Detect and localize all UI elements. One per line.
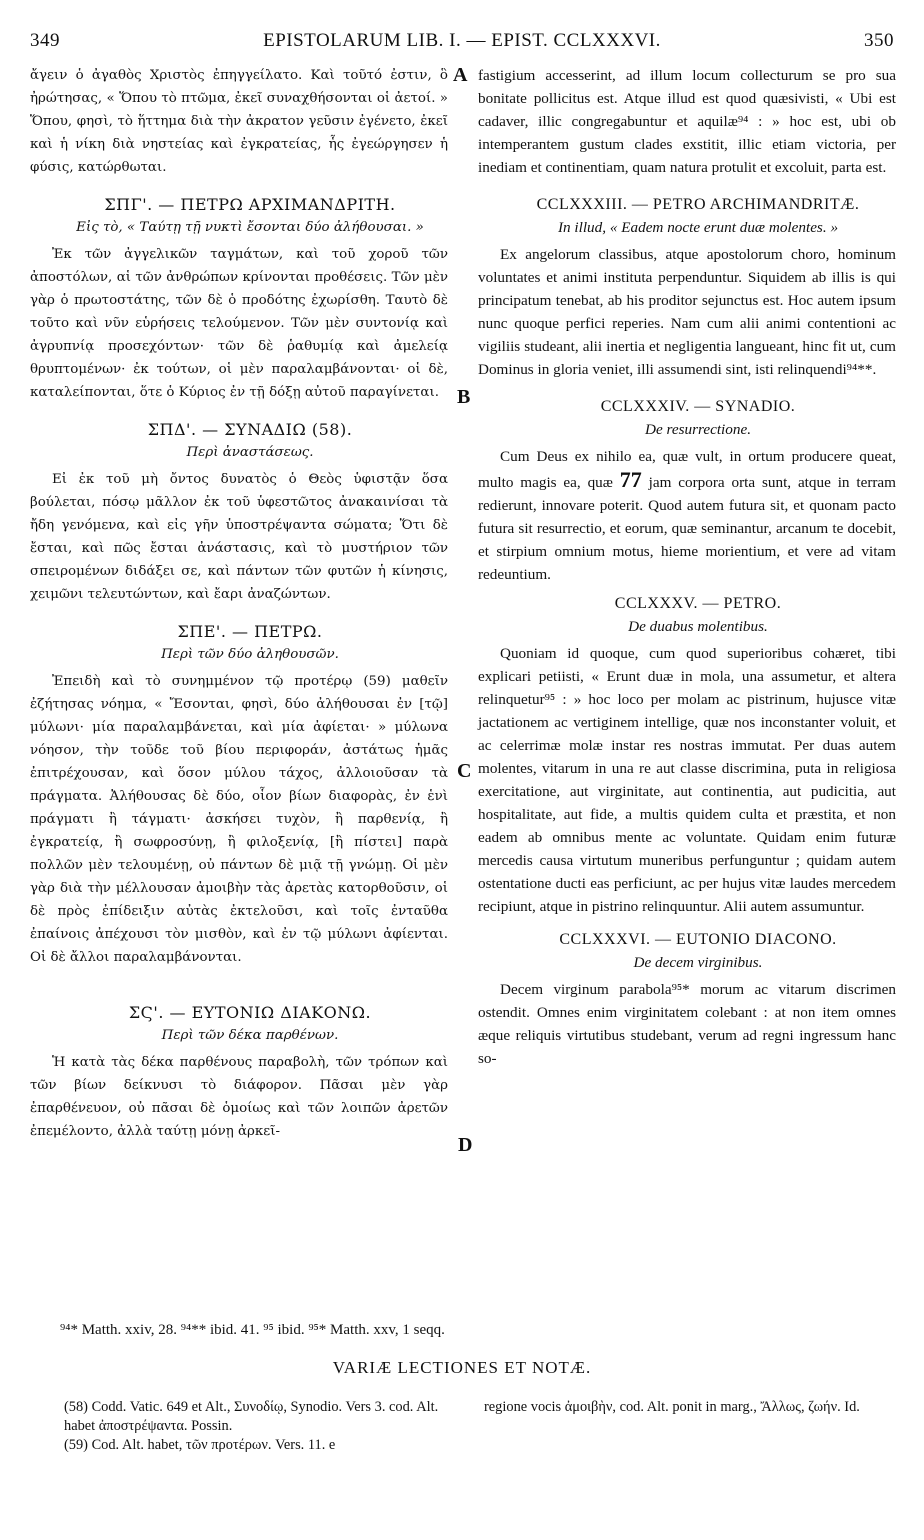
latin-letter-286-subtitle: De decem virginibus.: [633, 954, 763, 971]
running-title: EPISTOLARUM LIB. I. — EPIST. CCLXXXVI.: [263, 30, 661, 51]
greek-column: [30, 64, 448, 1143]
greek-letter-283-title: ΣΠΓ'. — ΠΕΤΡΩ ΑΡΧΙΜΑΝΔΡΙΤΗ.: [104, 195, 396, 214]
latin-letter-284-body-b: jam corpora orta sunt, atque in terram redierunt, innovare poterit. Quod autem futura sit, et quonam pacto futura sit resurrectio, et eorum, quæ seminantur, arcanum te docebit, et stirpium omnium motus, hieme morientium, et vere ad vitam redeuntium.: [478, 474, 896, 583]
notes-left-column: [64, 1398, 462, 1455]
greek-letter-284-subtitle: Περὶ ἀναστάσεως.: [186, 445, 314, 460]
running-head: [30, 30, 894, 60]
greek-letter-285-title: ΣΠΕ'. — ΠΕΤΡΩ.: [177, 622, 323, 641]
latin-letter-284-body-a: Cum Deus ex nihilo ea, quæ vult, in ortum producere queat, multo magis ea, quæ: [478, 448, 896, 491]
greek-intro-continuation: ἄγειν ὁ ἀγαθὸς Χριστὸς ἐπηγγείλατο. Καὶ τοῦτό ἐστιν, ὃ ἠρώτησας, « Ὅπου τὸ πτῶμα, ἐκεῖ συναχθήσονται οἱ ἀετοί. » Ὅπου, φησὶ, τὸ ἥττημα διὰ τὴν ἀκρατον γεῦσιν ἐγένετο, ἐκεῖ καὶ ἡ νίκη διὰ νηστείας καὶ ἐγκρατείας, ἧς ἐγεώργησεν ἡ φύσις, κατώρθωται.: [30, 68, 448, 175]
notes-heading: VARIÆ LECTIONES ET NOTÆ.: [332, 1358, 592, 1377]
greek-letter-284-title: ΣΠΔ'. — ΣΥΝΑΔΙΩ (58).: [147, 420, 353, 439]
greek-letter-283-body: Ἐκ τῶν ἀγγελικῶν ταγμάτων, καὶ τοῦ χοροῦ τῶν ἀποστόλων, αἱ τῶν ἀνθρώπων κρίνονται προθέσεις. Τῶν μὲν γὰρ ὁ πρωτοστάτης, τῶν δὲ ὁ προδότης ἐχωρίσθη. Ταυτὸ δὲ τοῦτο καὶ νῦν εὑρήσεις τελούμενον. Τῶν μὲν συντονίᾳ καὶ ἀγρυπνίᾳ προσεχόντων· τῶν δὲ ῥαθυμίᾳ καὶ ἀμελείᾳ θρυπτομένων· ἐκ τούτων, οἱ μὲν παραλαμβάνονται· οἱ δὲ, καταλείπονται, ὅτε ὁ Κύριος ἐν τῇ δόξῃ αὐτοῦ παραγίνεται.: [30, 247, 448, 400]
latin-letter-283-title: CCLXXXIII. — PETRO ARCHIMANDRITÆ.: [536, 196, 860, 213]
greek-letter-285-subtitle: Περὶ τῶν δύο ἀληθουσῶν.: [161, 647, 339, 662]
latin-column: [478, 64, 896, 1070]
column-number: 77: [619, 467, 642, 492]
latin-letter-285-title: CCLXXXV. — PETRO.: [614, 595, 782, 612]
margin-letter-b: B: [457, 386, 471, 408]
note-59: (59) Cod. Alt. habet, τῶν προτέρων. Vers. 11. e: [64, 1437, 336, 1453]
greek-letter-283-subtitle: Εἰς τὸ, « Ταύτῃ τῇ νυκτὶ ἔσονται δύο ἀλήθουσαι. »: [76, 220, 424, 235]
greek-letter-286-subtitle: Περὶ τῶν δέκα παρθένων.: [161, 1028, 339, 1043]
latin-letter-283-body: Ex angelorum classibus, atque apostolorum choro, hominum voluntates et animi instituta perpenduntur. Siquidem ab illis is qui principatum tenebat, ab his proditor sejunctus est. Hoc autem ipsum nunc quoque perfici reperies. Nam cum alii animi contentioni ac vigiliis studeant, alii inertia et negligentia langueant, hinc fit ut, cum Dominus in gloria veniet, illi assumendi sint, isti relinquendi⁹⁴**.: [478, 246, 896, 378]
greek-letter-286-body: Ἡ κατὰ τὰς δέκα παρθένους παραβολὴ, τῶν τρόπων καὶ τῶν βίων δείκνυσι τὸ διάφορον. Πᾶσαι μὲν γὰρ ἐπαρθένευον, οὐ πᾶσαι δὲ ὁμοίως καὶ τῶν λοιπῶν ἀρετῶν ἐπεμέλοντο, ἀλλὰ ταύτῃ μόνῃ ἀρκεῖ-: [30, 1055, 448, 1139]
latin-intro-continuation: fastigium accesserint, ad illum locum collecturum se pro sua bonitate pollicitus est. Atque illud est quod quæsivisti, « Ubi est cadaver, illic congregabuntur et aquilæ⁹⁴ : » hoc est, ubi ob intemperantem gustum clades exstitit, illic etiam victoria, per inediam et continentiam, quam natura protulit et excoluit, parta est.: [478, 67, 896, 176]
latin-letter-285-subtitle: De duabus molentibus.: [628, 618, 768, 635]
greek-letter-284-body: Εἰ ἐκ τοῦ μὴ ὄντος δυνατὸς ὁ Θεὸς ὑφιστᾷν ὅσα βούλεται, πόσῳ μᾶλλον ἐκ τοῦ ὑφεστῶτος ἀνακαινίσαι τὰ ἤδη γενόμενα, καὶ εἰς γῆν ὑποστρέψαντα σώματα; Ὅτι δὲ ἔσται, καὶ πῶς ἔσται ἀνάστασις, καὶ τὸ μυστήριον τῶν σπειρομένων διδάξει σε, καὶ πάντων τῶν φυτῶν ἡ κίνησις, χειμῶνι τελευτώντων, καὶ ἔαρι ἀναζώντων.: [30, 472, 448, 602]
latin-letter-284-title: CCLXXXIV. — SYNADIO.: [600, 398, 796, 415]
latin-letter-285-body: Quoniam id quoque, cum quod superioribus cohæret, tibi explicari petiisti, « Erunt duæ in mola, una assumetur, et altera relinquetur⁹⁵ : » hoc loco per molam ac pistrinum, hujusce vitæ jactationem ac vertiginem intellige, quæ nos inconstanter voluit, et ac celerrimæ molæ instar res nostras immutat. Per duas autem molentes, vitarum in una re aut classe discrimina, puta in religiosa exercitatione, aut virginitate, aut continentia, aut pudicitia, aut hospitalitate, aut fide, a multis quidem culta et præstita, et non eadem ab omnibus mente ac voluntate. Quidam enim futuræ mercedis causa virtutum muneribus perfunguntur ; quidam autem ostentatione ducti eas perficiunt, ac per hujus vitæ laudes mercedem recipiunt, atque in pistrino relinquuntur. Alii autem assumuntur.: [478, 645, 896, 915]
page-number-left: 349: [30, 30, 60, 51]
margin-letter-c: C: [457, 760, 472, 782]
greek-letter-285-body: Ἐπειδὴ καὶ τὸ συνημμένον τῷ προτέρῳ (59) μαθεῖν ἐζήτησας νόημα, « Ἔσονται, φησὶ, δύο ἀλήθουσαι ἐν [τῷ] μύλωνι· μία παραλαμβάνεται, καὶ μία ἀφίεται· » μύλωνα νόησον, τὴν τοῦδε τοῦ βίου περιφοράν, ἀστάτως ἡμᾶς ἐπιτρέχουσαν, καὶ ὅσον μύλου τάχος, ἀλλοιοῦσαν τὰ πράγματα. Ἀλήθουσας δὲ δύο, οἷον βίων διαφορὰς, ἐν ἑνὶ πράγματι ἢ τάγματι· ἀσκήσει τυχὸν, ἢ παρθενίᾳ, ἢ ἐγκρατείᾳ, ἢ σωφροσύνῃ, ἢ φιλοξενίᾳ, [ἢ πίστει] παρὰ πολλῶν μὲν τελουμένῃ, οὐ πάντων δὲ μιᾷ τῇ γνώμῃ. Οἱ μὲν γὰρ διὰ τὴν μέλλουσαν ἀμοιβὴν τὰς ἀρετὰς κατορθοῦσιν, οἱ δὲ πρὸς ἐπίδειξιν αὐτὰς ἐκτελοῦσι, καὶ τοῖς ἐνταῦθα ἐπαίνοις ἀπέχουσι τὸν μισθὸν, καὶ ἐν τῷ μύλωνι ἀφίενται. Οἱ δὲ ἄλλοι παραλαμβάνονται.: [30, 674, 448, 965]
scripture-footnotes: ⁹⁴* Matth. xxiv, 28. ⁹⁴** ibid. 41. ⁹⁵ ibid. ⁹⁵* Matth. xxv, 1 seqq.: [60, 1322, 445, 1338]
latin-letter-286-body: Decem virginum parabola⁹⁵* morum ac vitarum discrimen ostendit. Omnes enim virginitatem colebant : at non item omnes æque reliquis virtutibus studebant, verum ad regni ingressum hanc so-: [478, 981, 896, 1067]
margin-letter-d: D: [458, 1134, 473, 1156]
latin-letter-283-subtitle: In illud, « Eadem nocte erunt duæ molentes. »: [557, 219, 839, 236]
notes-right-column: [484, 1398, 894, 1417]
page-number-right: 350: [864, 30, 894, 51]
latin-letter-284-subtitle: De resurrectione.: [644, 421, 751, 438]
margin-letter-a: A: [453, 64, 468, 86]
note-58: (58) Codd. Vatic. 649 et Alt., Συνοδίῳ, Synodio. Vers 3. cod. Alt. habet ἀποστρέψαντα. Possin.: [64, 1399, 439, 1434]
latin-letter-286-title: CCLXXXVI. — EUTONIO DIACONO.: [559, 931, 837, 948]
note-59-continuation: regione vocis ἀμοιβὴν, cod. Alt. ponit in marg., Ἄλλως, ζωήν. Id.: [484, 1399, 860, 1415]
latin-letter-284-body: [478, 445, 896, 586]
greek-letter-286-title: ΣϚ'. — ΕΥΤΟΝΙΩ ΔΙΑΚΟΝΩ.: [128, 1003, 372, 1022]
